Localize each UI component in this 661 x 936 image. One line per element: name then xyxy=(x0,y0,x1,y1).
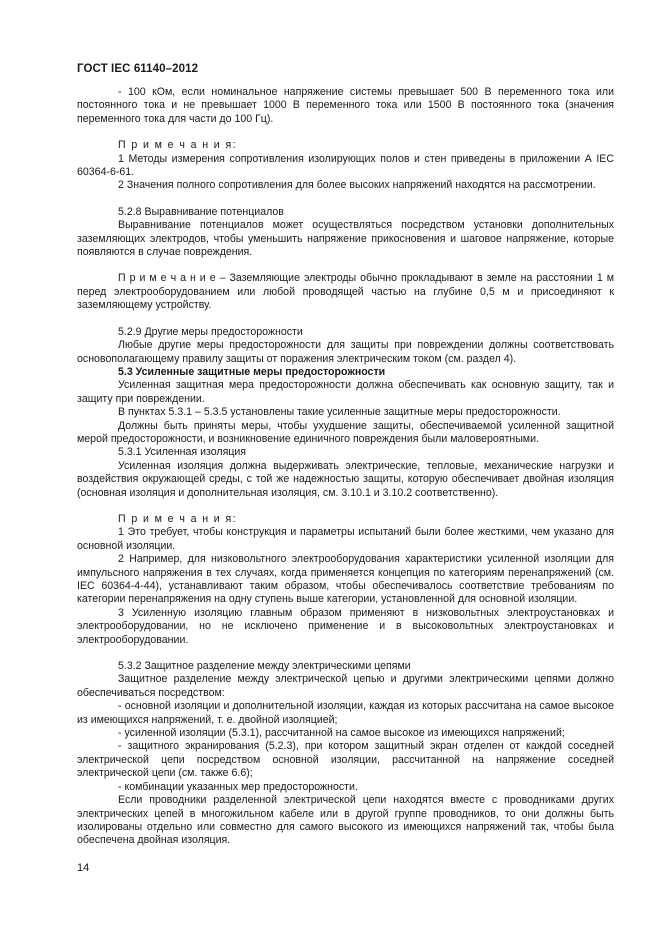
paragraph: В пунктах 5.3.1 – 5.3.5 установлены такие усиленные защитные меры предосторожности. xyxy=(118,406,561,419)
document-body xyxy=(77,86,614,848)
list-item: - основной изоляции и дополнительной изоляции, каждая из которых рассчитана на самое высокое из имеющихся напряжений, т. е. двойной изоляцией; xyxy=(77,700,614,726)
list-item: - защитного экранирования (5.2.3), при котором защитный экран отделен от каждой соседней электрической цепи посредством основной изоляции, рассчитанной на напряжение соседней электрической цепи (см. также 6.6); xyxy=(77,740,614,780)
note-item: 1 Методы измерения сопротивления изолирующих полов и стен приведены в приложении А IEC 60364-6-61. xyxy=(77,152,614,179)
notes-title: П р и м е ч а н и я: xyxy=(118,139,237,152)
paragraph: Любые другие меры предосторожности для защиты при повреждении должны соответствовать основополагающему правилу защиты от поражения электрическим током (см. раздел 4). xyxy=(77,339,614,365)
note-item: 3 Усиленную изоляцию главным образом применяют в низковольтных электроустановках и электрооборудовании, но не исключено применение и в высоковольтных электроустановках и электрооборудовании. xyxy=(77,606,614,646)
list-item: - усиленной изоляции (5.3.1), рассчитанной на самое высокое из имеющихся напряжений; xyxy=(118,727,565,740)
note-item: 2 Значения полного сопротивления для более высоких напряжений находятся на рассмотрении. xyxy=(118,179,596,192)
section-heading-5-2-9: 5.2.9 Другие меры предосторожности xyxy=(118,325,303,338)
note-item: 2 Например, для низковольтного электрооборудования характеристики усиленной изоляции для импульсного напряжения в тех случаях, когда применяется концепция по категориям перенапряжений (см. IEC 60364-4-44), устанавливают таким образом, чтобы обеспечивалось соответствие требованиям по категории перенапряжения на одну ступень выше категории, установленной для основной изоляции. xyxy=(77,553,614,606)
paragraph: Усиленная изоляция должна выдерживать электрические, тепловые, механические нагрузки и воздействия окружающей среды, с той же надежностью защиты, которую обеспечивает двойная изоляция (основная изоляция и дополнительная изоляция, см. 3.10.1 и 3.10.2 соответственно). xyxy=(77,459,614,499)
section-heading-5-3-2: 5.3.2 Защитное разделение между электрическими цепями xyxy=(118,660,411,673)
section-heading-5-2-8: 5.2.8 Выравнивание потенциалов xyxy=(118,205,284,218)
notes-title: П р и м е ч а н и я: xyxy=(118,512,237,525)
paragraph: Если проводники разделенной электрической цепи находятся вместе с проводниками других электрических цепей в многожильном кабеле или в другой группе проводников, то они должны быть изолированы отдельно или совместно для самого высокого из имеющихся напряжений так, чтобы была обеспечена двойная изоляция. xyxy=(77,794,614,847)
note: П р и м е ч а н и е – Заземляющие электроды обычно прокладывают в земле на расстоянии 1 м перед электрооборудованием или любой проводящей частью на глубине 0,5 м и присоединяют к заземляющему устройству. xyxy=(77,272,614,312)
paragraph: Защитное разделение между электрической цепью и другими электрическими цепями должно обеспечиваться посредством: xyxy=(77,673,614,699)
list-item: - комбинации указанных мер предосторожности. xyxy=(118,780,358,793)
note-item: 1 Это требует, чтобы конструкция и параметры испытаний были более жесткими, чем указано для основной изоляции. xyxy=(77,526,614,552)
section-heading-5-3: 5.3 Усиленные защитные меры предосторожности xyxy=(118,365,386,378)
paragraph: Должны быть приняты меры, чтобы ухудшение защиты, обеспечиваемой усиленной защитной мерой предосторожности, и возникновение единичного повреждения были маловероятными. xyxy=(77,419,614,445)
paragraph: - 100 кОм, если номинальное напряжение системы превышает 500 В переменного тока или постоянного тока и не превышает 1000 В переменного тока или 1500 В постоянного тока (значения переменного тока для части до 100 Гц). xyxy=(77,86,614,125)
document-header: ГОСТ IEC 61140–2012 xyxy=(77,63,199,75)
page-number: 14 xyxy=(77,862,90,874)
section-heading-5-3-1: 5.3.1 Усиленная изоляция xyxy=(118,446,247,459)
paragraph: Усиленная защитная мера предосторожности должна обеспечивать как основную защиту, так и защиту при повреждении. xyxy=(77,379,614,405)
paragraph: Выравнивание потенциалов может осуществляться посредством установки дополнительных заземляющих электродов, чтобы уменьшить напряжение прикосновения и шаговое напряжение, которые появляются в случае повреждения. xyxy=(77,219,614,259)
